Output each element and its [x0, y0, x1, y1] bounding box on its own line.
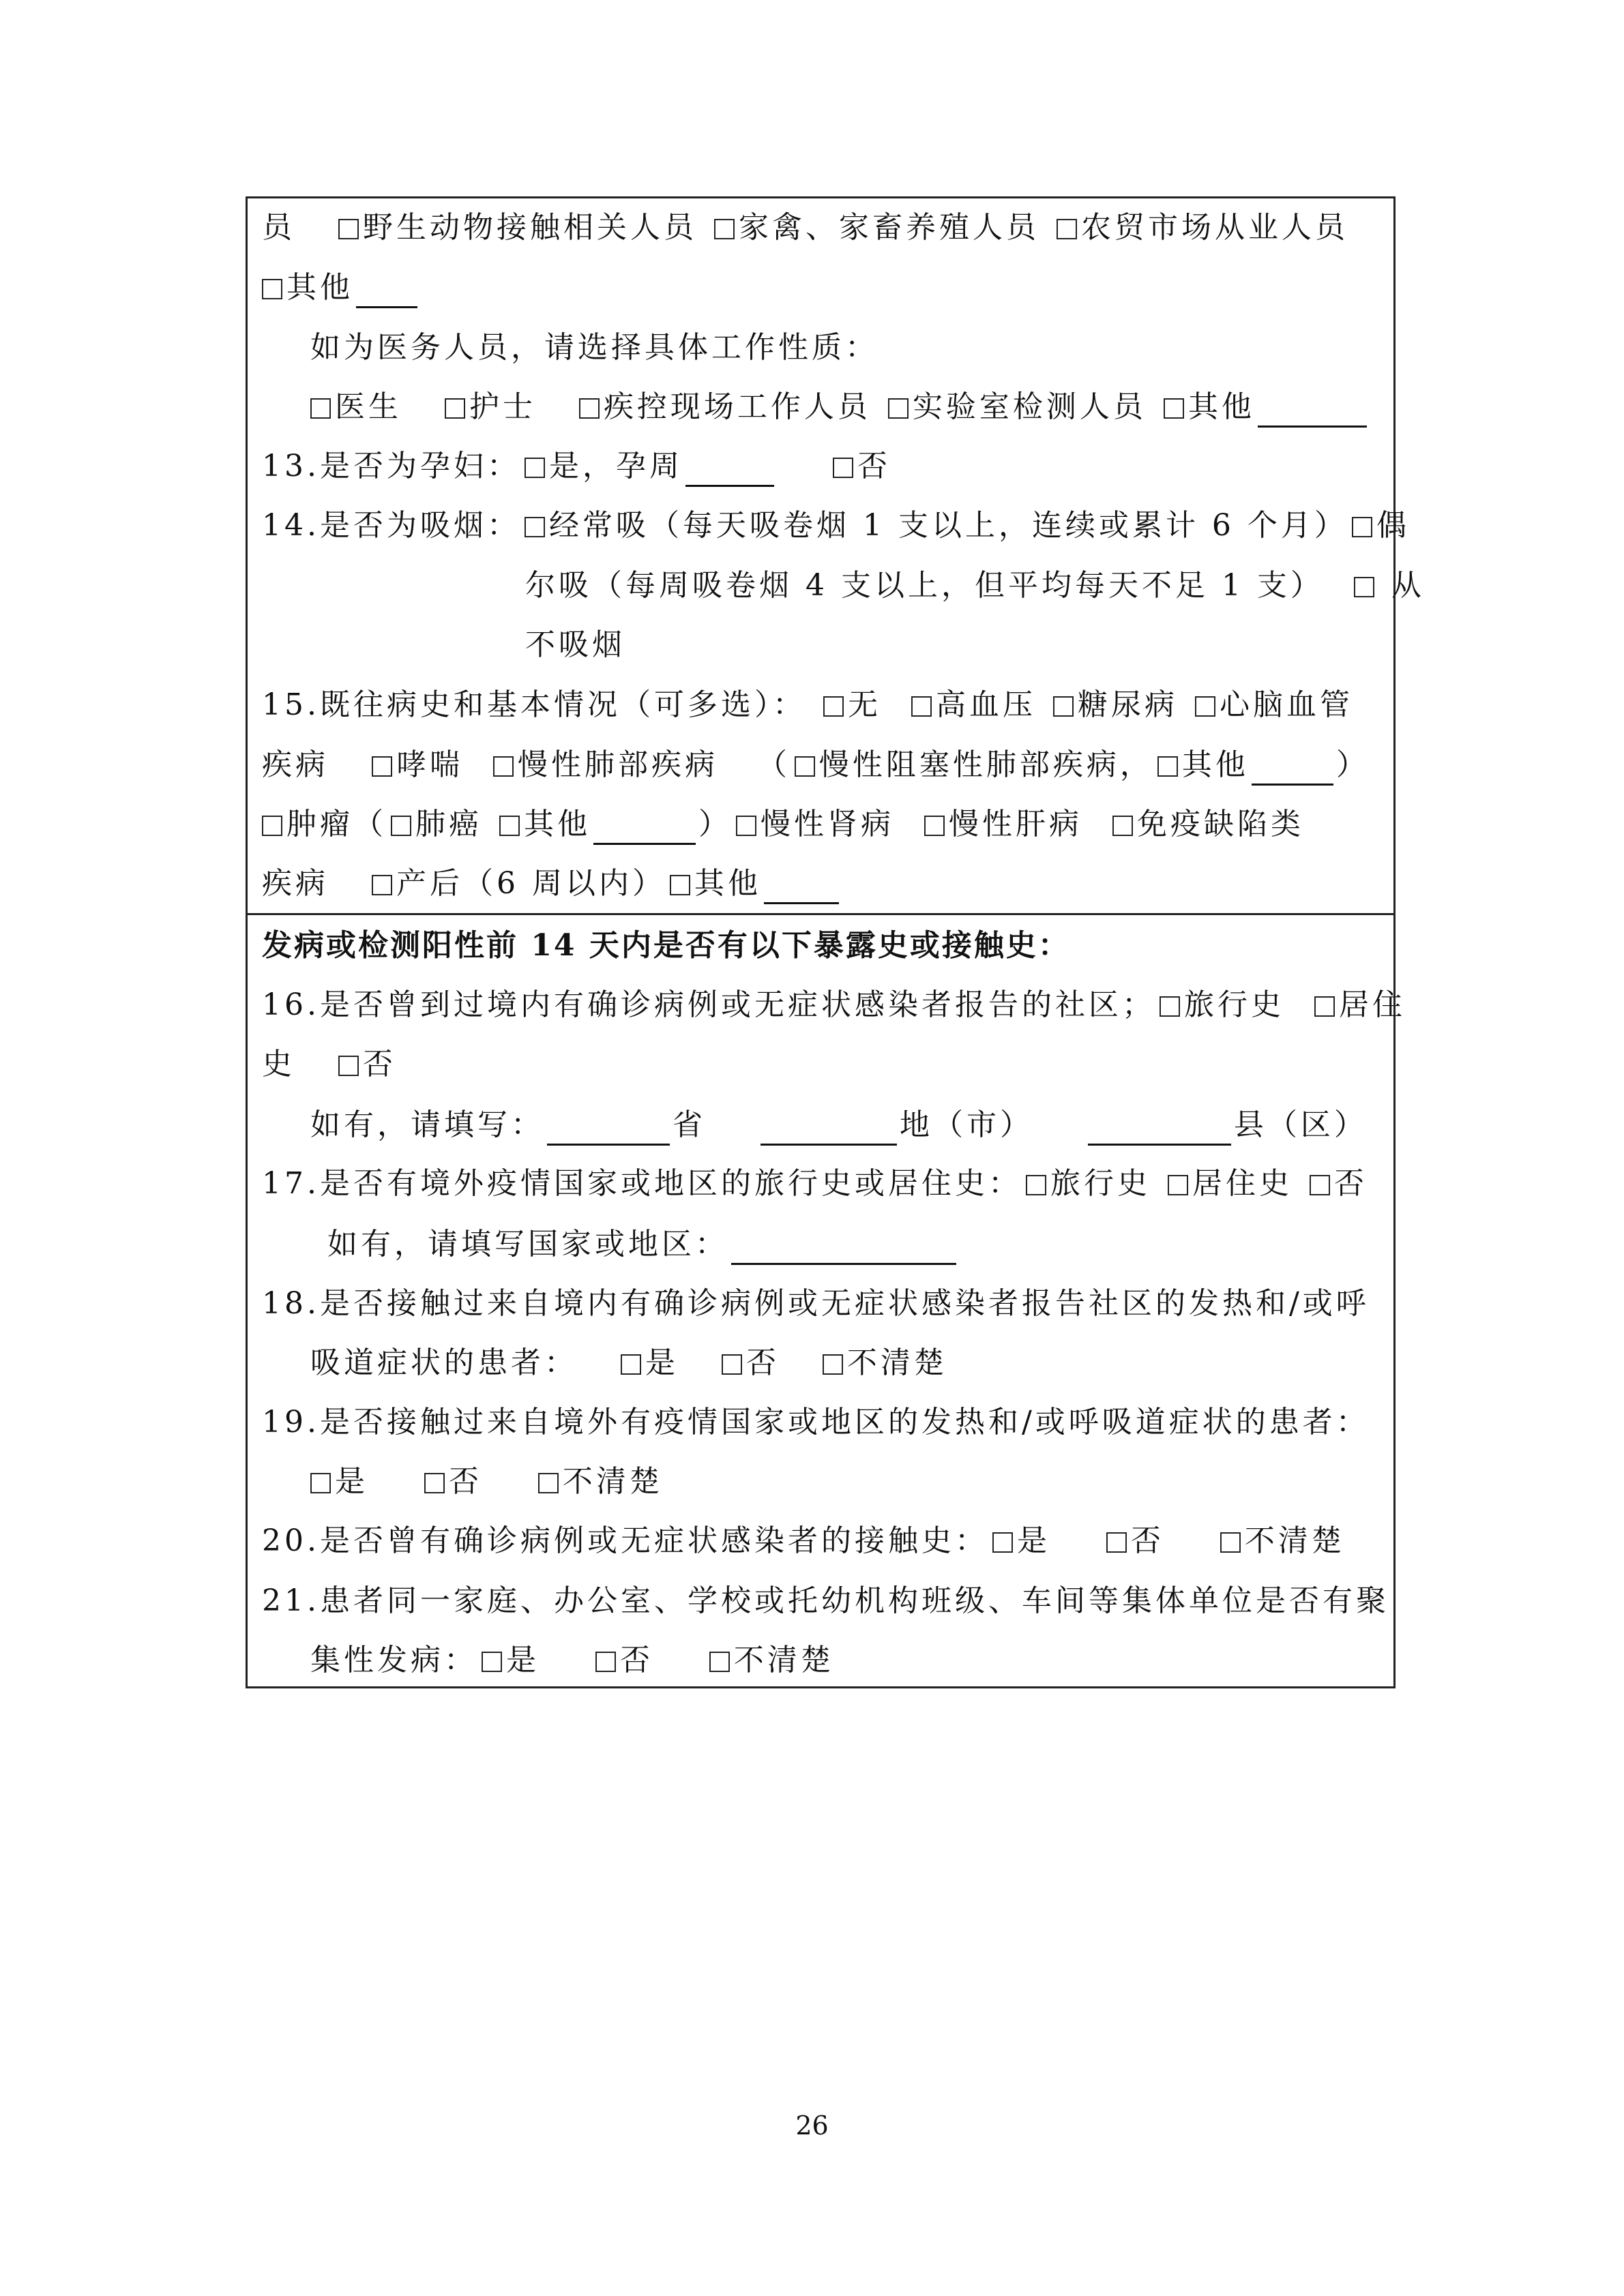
- medical-prompt: 如为医务人员，请选择具体工作性质：: [310, 330, 879, 365]
- smoke-occasional-checkbox[interactable]: [1352, 517, 1372, 537]
- page-number: 26: [795, 2111, 829, 2141]
- lab-checkbox[interactable]: [888, 398, 909, 419]
- province-field[interactable]: [547, 1114, 670, 1146]
- q20-line: [262, 1521, 1345, 1562]
- q16-travel-label: 旅行史: [1183, 987, 1284, 1022]
- postpartum-checkbox[interactable]: [372, 875, 392, 895]
- q19-no-label: 否: [448, 1464, 482, 1499]
- q16-fill-prefix: 如有，请填写：: [310, 1107, 544, 1142]
- tumor-other-label: 其他: [524, 807, 591, 841]
- q20-unsure-label: 不清楚: [1244, 1523, 1345, 1558]
- lung-other-label: 其他: [1181, 747, 1249, 782]
- q14-line-1: [262, 505, 1410, 546]
- occupation-other-label: 其他: [286, 270, 353, 305]
- q18-line-1: 18.是否接触过来自境内有确诊病例或无症状感染者报告社区的发热和/或呼: [262, 1286, 1370, 1321]
- smoke-occasional-label-cont: 尔吸（每周吸卷烟 4 支以上，但平均每天不足 1 支）: [525, 568, 1324, 603]
- pregnant-no-checkbox[interactable]: [833, 458, 853, 478]
- q18-unsure-label: 不清楚: [846, 1345, 947, 1380]
- q17-no-checkbox[interactable]: [1310, 1175, 1330, 1195]
- lab-label: 实验室检测人员: [912, 389, 1147, 424]
- exposure-section-header: 发病或检测阳性前 14 天内是否有以下暴露史或接触史：: [262, 928, 1070, 963]
- tumor-label: 肿瘤（: [286, 807, 387, 841]
- tumor-other-checkbox[interactable]: [499, 816, 520, 836]
- q20-yes-checkbox[interactable]: [992, 1532, 1013, 1553]
- chronic-lung-checkbox[interactable]: [493, 756, 514, 777]
- nurse-checkbox[interactable]: [445, 398, 465, 419]
- q15-line-1: [262, 685, 1353, 726]
- medical-other-checkbox[interactable]: [1164, 398, 1184, 419]
- medical-other-label: 其他: [1187, 389, 1255, 424]
- q21-yes-checkbox[interactable]: [482, 1652, 502, 1672]
- smoke-often-checkbox[interactable]: [525, 517, 545, 537]
- copd-checkbox[interactable]: [795, 756, 815, 777]
- smoke-never-label-start: 从: [1391, 568, 1425, 603]
- q18-line-2: [310, 1343, 947, 1384]
- cardio-label: 心脑血管: [1219, 687, 1353, 722]
- asthma-label: 哮喘: [396, 747, 463, 782]
- smoke-often-label: 经常吸（每天吸卷烟 1 支以上，连续或累计 6 个月）: [548, 508, 1348, 543]
- wildlife-checkbox[interactable]: [338, 219, 359, 239]
- kidney-checkbox[interactable]: [736, 816, 756, 836]
- poultry-checkbox[interactable]: [714, 219, 735, 239]
- market-checkbox[interactable]: [1057, 219, 1077, 239]
- province-label: 省: [673, 1107, 706, 1142]
- cdc-label: 疾控现场工作人员: [603, 389, 871, 424]
- q19-yes-checkbox[interactable]: [310, 1473, 331, 1493]
- diabetes-label: 糖尿病: [1077, 687, 1178, 722]
- q17-line-1: [262, 1163, 1368, 1204]
- market-label: 农贸市场从业人员: [1080, 210, 1348, 245]
- q16-no-label: 否: [362, 1047, 396, 1082]
- q21-line-1: 21.患者同一家庭、办公室、学校或托幼机构班级、车间等集体单位是否有聚: [262, 1583, 1389, 1618]
- hypertension-label: 高血压: [935, 687, 1036, 722]
- kidney-label: 慢性肾病: [761, 807, 894, 841]
- q17-no-label: 否: [1333, 1166, 1368, 1201]
- doctor-checkbox[interactable]: [310, 398, 331, 419]
- q18-no-label: 否: [745, 1345, 780, 1380]
- q18-no-checkbox[interactable]: [722, 1354, 742, 1375]
- q21-line-2: [310, 1640, 834, 1681]
- q21-unsure-label: 不清楚: [733, 1643, 834, 1678]
- pregnant-yes-checkbox[interactable]: [525, 458, 545, 478]
- pregnancy-week-field[interactable]: [685, 455, 774, 487]
- tumor-checkbox[interactable]: [262, 816, 282, 836]
- city-label: 地（市）: [899, 1107, 1033, 1142]
- q19-line-2: [310, 1461, 663, 1502]
- occupation-line-2: [262, 267, 420, 308]
- q21-no-checkbox[interactable]: [595, 1652, 616, 1672]
- q16-residence-label: 居住: [1338, 987, 1406, 1022]
- cardio-checkbox[interactable]: [1195, 696, 1215, 717]
- q16-no-checkbox[interactable]: [338, 1056, 359, 1076]
- immuno-checkbox[interactable]: [1112, 816, 1133, 836]
- liver-label: 慢性肝病: [948, 807, 1082, 841]
- q15-line-2: [262, 745, 1370, 786]
- q17-travel-checkbox[interactable]: [1026, 1175, 1046, 1195]
- q16-line-2: [262, 1044, 396, 1085]
- occupation-prefix: 员: [262, 210, 295, 245]
- wildlife-label: 野生动物接触相关人员: [362, 210, 697, 245]
- history-other-label: 其他: [694, 866, 761, 901]
- q14-label: 14.是否为吸烟：: [262, 508, 520, 543]
- q20-no-checkbox[interactable]: [1106, 1532, 1127, 1553]
- q20-no-label: 否: [1130, 1523, 1164, 1558]
- q17-fill-prefix: 如有，请填写国家或地区：: [327, 1227, 728, 1262]
- immuno-label-cont: 疾病: [262, 866, 329, 901]
- q16-label: 16.是否曾到过境内有确诊病例或无症状感染者报告的社区；: [262, 987, 1155, 1022]
- section-divider: [246, 913, 1396, 915]
- county-label: 县（区）: [1233, 1107, 1368, 1142]
- tumor-paren-close: ）: [698, 807, 732, 841]
- nurse-label: 护士: [469, 389, 536, 424]
- q18-unsure-checkbox[interactable]: [823, 1354, 843, 1375]
- q19-no-checkbox[interactable]: [424, 1473, 445, 1493]
- q17-travel-label: 旅行史: [1050, 1166, 1151, 1201]
- q16-line-1: [262, 985, 1406, 1026]
- q18-yes-checkbox[interactable]: [621, 1354, 641, 1375]
- immuno-label: 免疫缺陷类: [1136, 807, 1304, 841]
- medical-options-line: [310, 387, 1370, 428]
- pregnant-yes-label: 是，孕周: [548, 449, 683, 483]
- q20-unsure-checkbox[interactable]: [1220, 1532, 1241, 1553]
- q16-residence-label-cont: 史: [262, 1047, 295, 1082]
- q16-travel-checkbox[interactable]: [1160, 996, 1180, 1017]
- tumor-other-field[interactable]: [593, 813, 696, 845]
- q19-unsure-checkbox[interactable]: [538, 1473, 559, 1493]
- q15-line-4: [262, 863, 842, 904]
- q16-residence-checkbox[interactable]: [1314, 996, 1335, 1017]
- history-other-field[interactable]: [764, 872, 839, 904]
- lung-paren-open: （: [756, 747, 791, 782]
- q20-label: 20.是否曾有确诊病例或无症状感染者的接触史：: [262, 1523, 988, 1558]
- q14-line-2: [525, 565, 1425, 606]
- occupation-other-checkbox[interactable]: [262, 279, 282, 299]
- lung-cancer-checkbox[interactable]: [391, 816, 411, 836]
- q13-line: [262, 446, 891, 487]
- q17-residence-checkbox[interactable]: [1168, 1175, 1188, 1195]
- history-none-checkbox[interactable]: [823, 696, 844, 717]
- q19-line-1: 19.是否接触过来自境外有疫情国家或地区的发热和/或呼吸道症状的患者：: [262, 1405, 1370, 1440]
- lung-other-field[interactable]: [1252, 754, 1333, 786]
- q17-fill-line: [327, 1224, 959, 1265]
- occupation-line-1: [262, 207, 1348, 248]
- q16-fill-line: [310, 1105, 1368, 1146]
- smoke-occasional-label-start: 偶: [1376, 508, 1410, 543]
- q14-line-3: 不吸烟: [525, 627, 625, 662]
- q21-label-cont: 集性发病：: [310, 1643, 477, 1678]
- lung-other-checkbox[interactable]: [1157, 756, 1178, 777]
- city-field[interactable]: [761, 1114, 897, 1146]
- hypertension-checkbox[interactable]: [911, 696, 932, 717]
- cardio-label-cont: 疾病: [262, 747, 329, 782]
- asthma-checkbox[interactable]: [372, 756, 392, 777]
- chronic-lung-label: 慢性肺部疾病: [517, 747, 718, 782]
- history-none-label: 无: [847, 687, 881, 722]
- liver-checkbox[interactable]: [924, 816, 945, 836]
- smoke-never-checkbox[interactable]: [1354, 577, 1374, 597]
- q15-label: 15.既往病史和基本情况（可多选）：: [262, 687, 806, 722]
- q18-label-cont: 吸道症状的患者：: [310, 1345, 578, 1380]
- q13-label: 13.是否为孕妇：: [262, 449, 520, 483]
- q17-residence-label: 居住史: [1192, 1166, 1293, 1201]
- history-other-checkbox[interactable]: [670, 875, 690, 895]
- diabetes-checkbox[interactable]: [1053, 696, 1074, 717]
- county-field[interactable]: [1088, 1114, 1231, 1146]
- postpartum-label: 产后（6 周以内）: [396, 866, 666, 901]
- q21-unsure-checkbox[interactable]: [709, 1652, 730, 1672]
- lung-cancer-label: 肺癌: [415, 807, 482, 841]
- medical-other-field[interactable]: [1258, 396, 1367, 428]
- q17-label: 17.是否有境外疫情国家或地区的旅行史或居住史：: [262, 1166, 1022, 1201]
- occupation-other-field[interactable]: [356, 276, 417, 308]
- country-region-field[interactable]: [731, 1233, 956, 1265]
- q20-yes-label: 是: [1016, 1523, 1050, 1558]
- q19-unsure-label: 不清楚: [562, 1464, 663, 1499]
- cdc-checkbox[interactable]: [579, 398, 600, 419]
- q21-no-label: 否: [619, 1643, 653, 1678]
- q19-yes-label: 是: [335, 1464, 368, 1499]
- q15-line-3: [262, 804, 1304, 845]
- pregnant-no-label: 否: [857, 449, 891, 483]
- poultry-label: 家禽、家畜养殖人员: [738, 210, 1039, 245]
- doctor-label: 医生: [335, 389, 402, 424]
- copd-label: 慢性阻塞性肺部疾病，: [818, 747, 1153, 782]
- lung-paren-close: ）: [1335, 747, 1370, 782]
- q21-yes-label: 是: [506, 1643, 540, 1678]
- q18-yes-label: 是: [645, 1345, 679, 1380]
